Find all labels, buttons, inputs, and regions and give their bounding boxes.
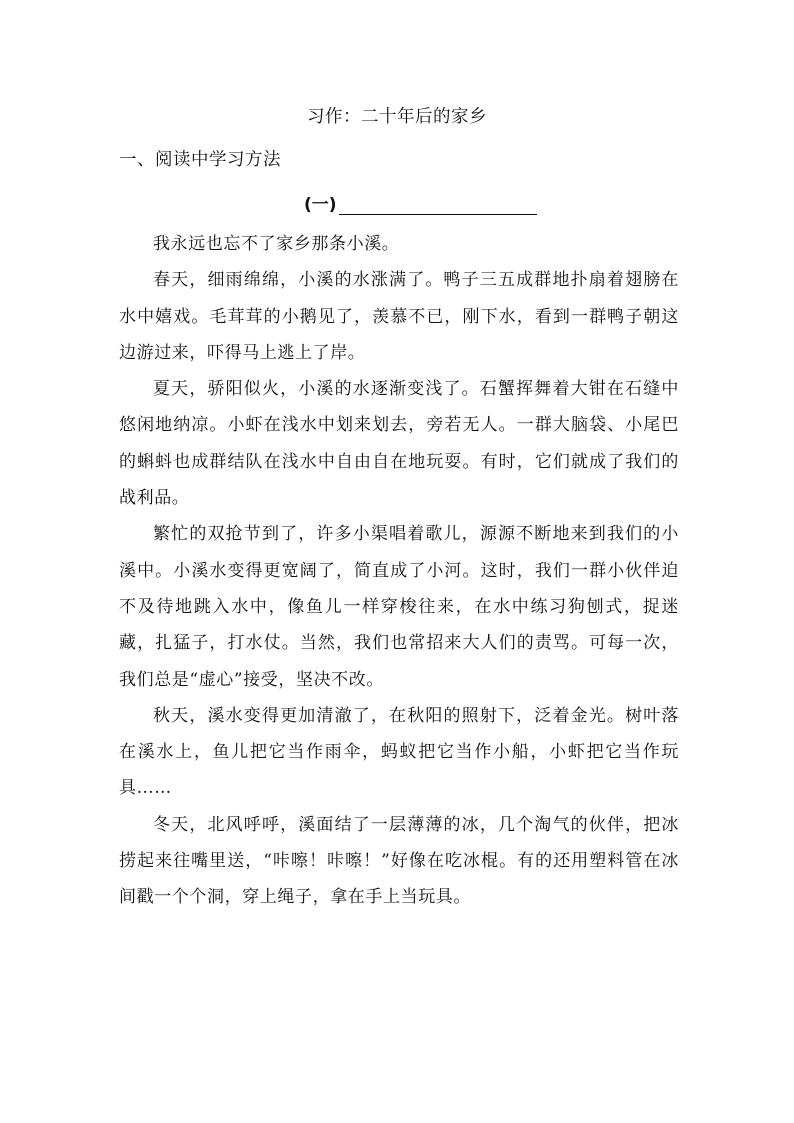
paragraph: 夏天，骄阳似火，小溪的水逐渐变浅了。石蟹挥舞着大钳在石缝中悠闲地纳凉。小虾在浅水中划来划去，旁若无人。一群大脑袋、小尾巴的蝌蚪也成群结队在浅水中自由自在地玩耍。有时，它们就成了我们的战利品。 — [119, 379, 679, 509]
essay-body — [119, 226, 679, 916]
paragraph: 秋天，溪水变得更加清澈了，在秋阳的照射下，泛着金光。树叶落在溪水上，鱼儿把它当作雨伞，蚂蚁把它当作小船，小虾把它当作玩具…… — [119, 705, 679, 799]
paragraph: 春天，细雨绵绵，小溪的水涨满了。鸭子三五成群地扑扇着翅膀在水中嬉戏。毛茸茸的小鹅见了，羡慕不已，刚下水，看到一群鸭子朝这边游过来，吓得马上逃上了岸。 — [119, 270, 679, 363]
section-heading: 一、阅读中学习方法 — [119, 150, 281, 170]
page-title: 习作：二十年后的家乡 — [307, 107, 487, 127]
subheading-label: (一) — [304, 195, 337, 215]
paragraph: 我永远也忘不了家乡那条小溪。 — [153, 234, 400, 254]
fill-in-blank-line — [339, 196, 537, 215]
subheading — [304, 190, 537, 215]
paragraph: 繁忙的双抢节到了，许多小渠唱着歌儿，源源不断地来到我们的小溪中。小溪水变得更宽阔了，简直成了小河。这时，我们一群小伙伴迫不及待地跳入水中，像鱼儿一样穿梭往来，在水中练习狗刨式，捉迷藏，扎猛子，打水仗。当然，我们也常招来大人们的责骂。可每一次，我们总是“虚心”接受，坚决不改。 — [119, 524, 679, 690]
paragraph: 冬天，北风呼呼，溪面结了一层薄薄的冰，几个淘气的伙伴，把冰捞起来往嘴里送，“咔嚓！咔嚓！”好像在吃冰棍。有的还用塑料管在冰间戳一个个洞，穿上绳子，拿在手上当玩具。 — [119, 814, 679, 908]
